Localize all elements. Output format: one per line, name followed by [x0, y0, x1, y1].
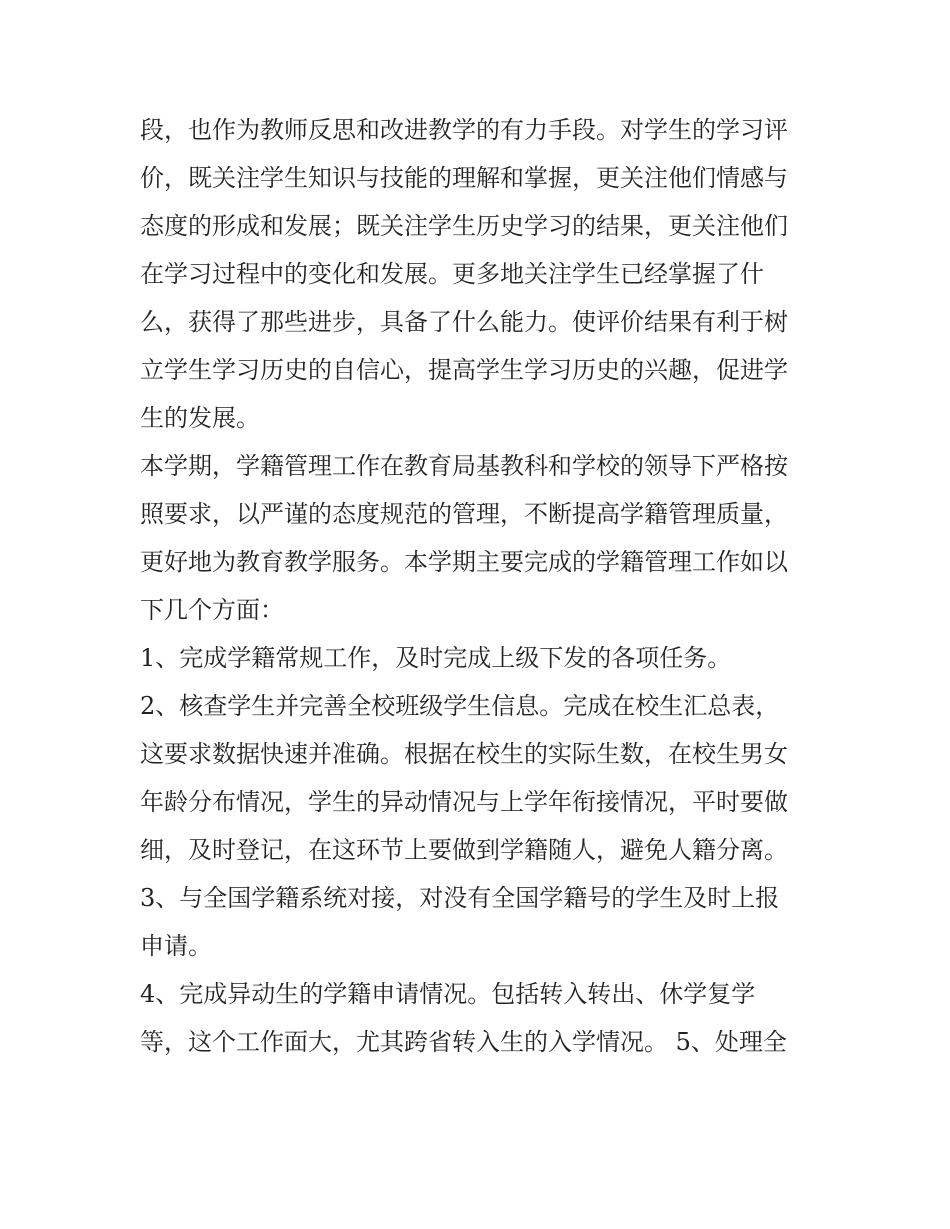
text-line: 段，也作为教师反思和改进教学的有力手段。对学生的学习评 — [140, 116, 788, 144]
text-line: 等，这个工作面大，尤其跨省转入生的入学情况。 5、处理全 — [140, 1028, 787, 1056]
text-line: 么，获得了那些进步，具备了什么能力。使评价结果有利于树 — [140, 308, 788, 336]
text-line: 立学生学习历史的自信心，提高学生学习历史的兴趣，促进学 — [140, 356, 788, 384]
text-line: 下几个方面： — [140, 596, 284, 624]
text-line: 态度的形成和发展；既关注学生历史学习的结果，更关注他们 — [140, 212, 788, 240]
text-line: 年龄分布情况，学生的异动情况与上学年衔接情况，平时要做 — [140, 788, 788, 816]
text-line: 价，既关注学生知识与技能的理解和掌握，更关注他们情感与 — [140, 164, 788, 192]
text-line: 照要求，以严谨的态度规范的管理，不断提高学籍管理质量， — [140, 500, 788, 528]
text-line: 3、与全国学籍系统对接，对没有全国学籍号的学生及时上报 — [140, 884, 780, 912]
text-line: 本学期，学籍管理工作在教育局基教科和学校的领导下严格按 — [140, 452, 788, 480]
text-line: 2、核查学生并完善全校班级学生信息。完成在校生汇总表， — [140, 692, 780, 720]
text-line: 申请。 — [140, 932, 212, 960]
text-line: 4、完成异动生的学籍申请情况。包括转入转出、休学复学 — [140, 980, 756, 1008]
text-line: 细，及时登记，在这环节上要做到学籍随人，避免人籍分离。 — [140, 836, 788, 864]
text-line: 更好地为教育教学服务。本学期主要完成的学籍管理工作如以 — [140, 548, 788, 576]
text-line: 这要求数据快速并准确。根据在校生的实际生数，在校生男女 — [140, 740, 788, 768]
text-line: 在学习过程中的变化和发展。更多地关注学生已经掌握了什 — [140, 260, 764, 288]
text-line: 1、完成学籍常规工作，及时完成上级下发的各项任务。 — [140, 644, 732, 672]
text-line: 生的发展。 — [140, 404, 260, 432]
